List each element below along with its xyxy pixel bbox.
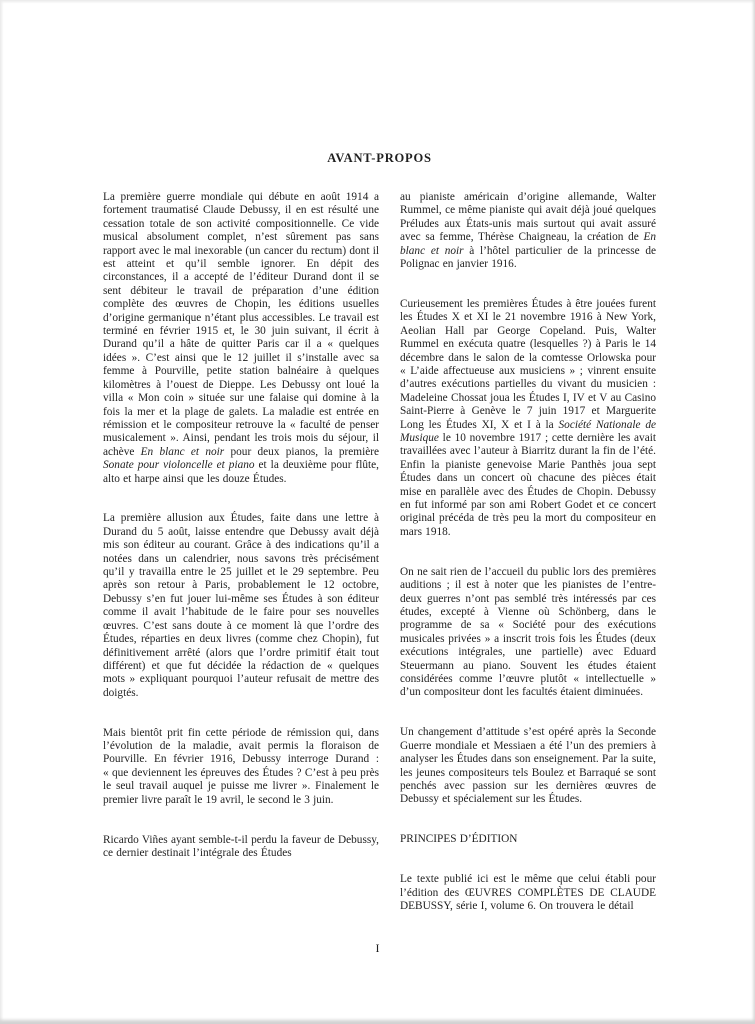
text-columns — [103, 191, 656, 913]
paragraph: Le texte publié ici est le même que celui établi pour l’édition des ŒUVRES COMPLÈTES DE CLAUDE DEBUSSY, série I, volume 6. On trouvera le détail — [400, 873, 656, 912]
paragraph: On ne sait rien de l’accueil du public lors des premières auditions ; il est à noter que les pianistes de l’entre-deux guerres n’ont pas semblé très intéressés par ces études, excepté à Vienne où Schönberg, dans le programme de sa « Société pour des exécutions musicales privées » a inscrit trois fois les Études (deux exécutions intégrales, une partielle) avec Eduard Steuermann au piano. Souvent les études étaient considérées comme l’œuvre plutôt « intellectuelle » d’un compositeur dont les facultés étaient diminuées. — [400, 565, 656, 699]
paragraph: Mais bientôt prit fin cette période de rémission qui, dans l’évolution de la maladie, avait permis la floraison de Pourville. En février 1916, Debussy interroge Durand : « que deviennent les épreuves des Études ? C’est à peu près le seul travail auquel je puisse me livrer ». Finalement le premier livre paraît le 19 avril, le second le 3 juin. — [103, 726, 379, 806]
paragraph: Ricardo Viñes ayant semble-t-il perdu la faveur de Debussy, ce dernier destinait l’intégrale des Études — [103, 833, 379, 859]
paragraph: La première allusion aux Études, faite dans une lettre à Durand du 5 août, laisse entendre que Debussy avait déjà mis son éditeur au courant. Grâce à des indications qu’il a notées dans un calendrier, nous savons très précisément qu’il y travailla entre le 25 juillet et le 29 septembre. Peu après son retour à Paris, probablement le 12 octobre, Debussy s’en fut jouer lui-même ses Études à son éditeur comme il avait l’habitude de le faire pour ses nouvelles œuvres. C’est sans doute à ce moment là que l’ordre des Études, réparties en deux livres (comme chez Chopin), fut définitivement arrêté (alors que l’ordre primitif était tout différent) et que fut décidée la rédaction de « quelques mots » expliquant pourquoi l’auteur refusait de mettre des doigtés. — [103, 512, 379, 699]
paragraph: La première guerre mondiale qui débute en août 1914 a fortement traumatisé Claude Debussy, il en est résulté une cessation totale de son activité compositionnelle. Ce vide musical absolument complet, n’est sûrement pas sans rapport avec le mal inexorable (un cancer du rectum) dont il est atteint et qu’il semble ignorer. En dépit des circonstances, il a accepté de l’éditeur Durand dont il se sent débiteur le travail de préparation d’une édition complète des œuvres de Chopin, les éditions usuelles d’origine germanique n’étant plus accessibles. Le travail est terminé en février 1915 et, le 30 juin suivant, il écrit à Durand qu’il a hâte de quitter Paris car il a « quelques idées ». C’est ainsi que le 12 juillet il s’installe avec sa femme à Pourville, petite station balnéaire à quelques kilomètres à l’ouest de Dieppe. Les Debussy ont loué la villa « Mon coin » située sur une falaise qui domine à la fois la mer et la plage de galets. La maladie est entrée en rémission et le compositeur retrouve la « faculté de penser musicalement ». Ainsi, pendant les trois mois du séjour, il achève En blanc et noir pour deux pianos, la première Sonate pour violoncelle et piano et la deuxième pour flûte, alto et harpe ainsi que les douze Études. — [103, 191, 379, 485]
right-column — [400, 191, 656, 913]
page-title: AVANT-PROPOS — [327, 151, 432, 165]
paragraph: Curieusement les premières Études à être jouées furent les Études X et XI le 21 novembre 1916 à New York, Aeolian Hall par George Copeland. Puis, Walter Rummel en exécuta quatre (lesquelles ?) à Paris le 14 décembre dans le salon de la comtesse Orlowska pour « L’aide affectueuse aux musiciens » ; vinrent ensuite d’autres exécutions partielles du vivant du musicien : Madeleine Chossat joua les Études I, IV et V au Casino Saint-Pierre à Genève le 7 juin 1917 et Marguerite Long les Études XI, X et I à la Société Nationale de Musique le 10 novembre 1917 ; cette dernière les avait travaillées avec l’auteur à Biarritz durant la fin de l’été. Enfin la pianiste genevoise Marie Panthès joua sept Études dans un concert où chacune des pièces était mise en parallèle avec des Études de Chopin. Debussy en fut informé par son ami Robert Godet et ce concert original précéda de très peu la mort du compositeur en mars 1918. — [400, 297, 656, 538]
section-heading: PRINCIPES D’ÉDITION — [400, 833, 518, 846]
left-column — [103, 191, 379, 913]
page-number: I — [375, 941, 380, 955]
paragraph: au pianiste américain d’origine allemande, Walter Rummel, ce même pianiste qui avait déjà joué quelques Préludes aux États-unis mais surtout qui avait assuré avec sa femme, Thérèse Chaigneau, la création de En blanc et noir à l’hôtel particulier de la princesse de Polignac en janvier 1916. — [400, 191, 656, 271]
paragraph: Un changement d’attitude s’est opéré après la Seconde Guerre mondiale et Messiaen a été l’un des premiers à analyser les Études dans son enseignement. Par la suite, les jeunes compositeurs tels Boulez et Barraqué se sont penchés avec passion sur les dernières œuvres de Debussy et spécialement sur les Études. — [400, 726, 656, 806]
